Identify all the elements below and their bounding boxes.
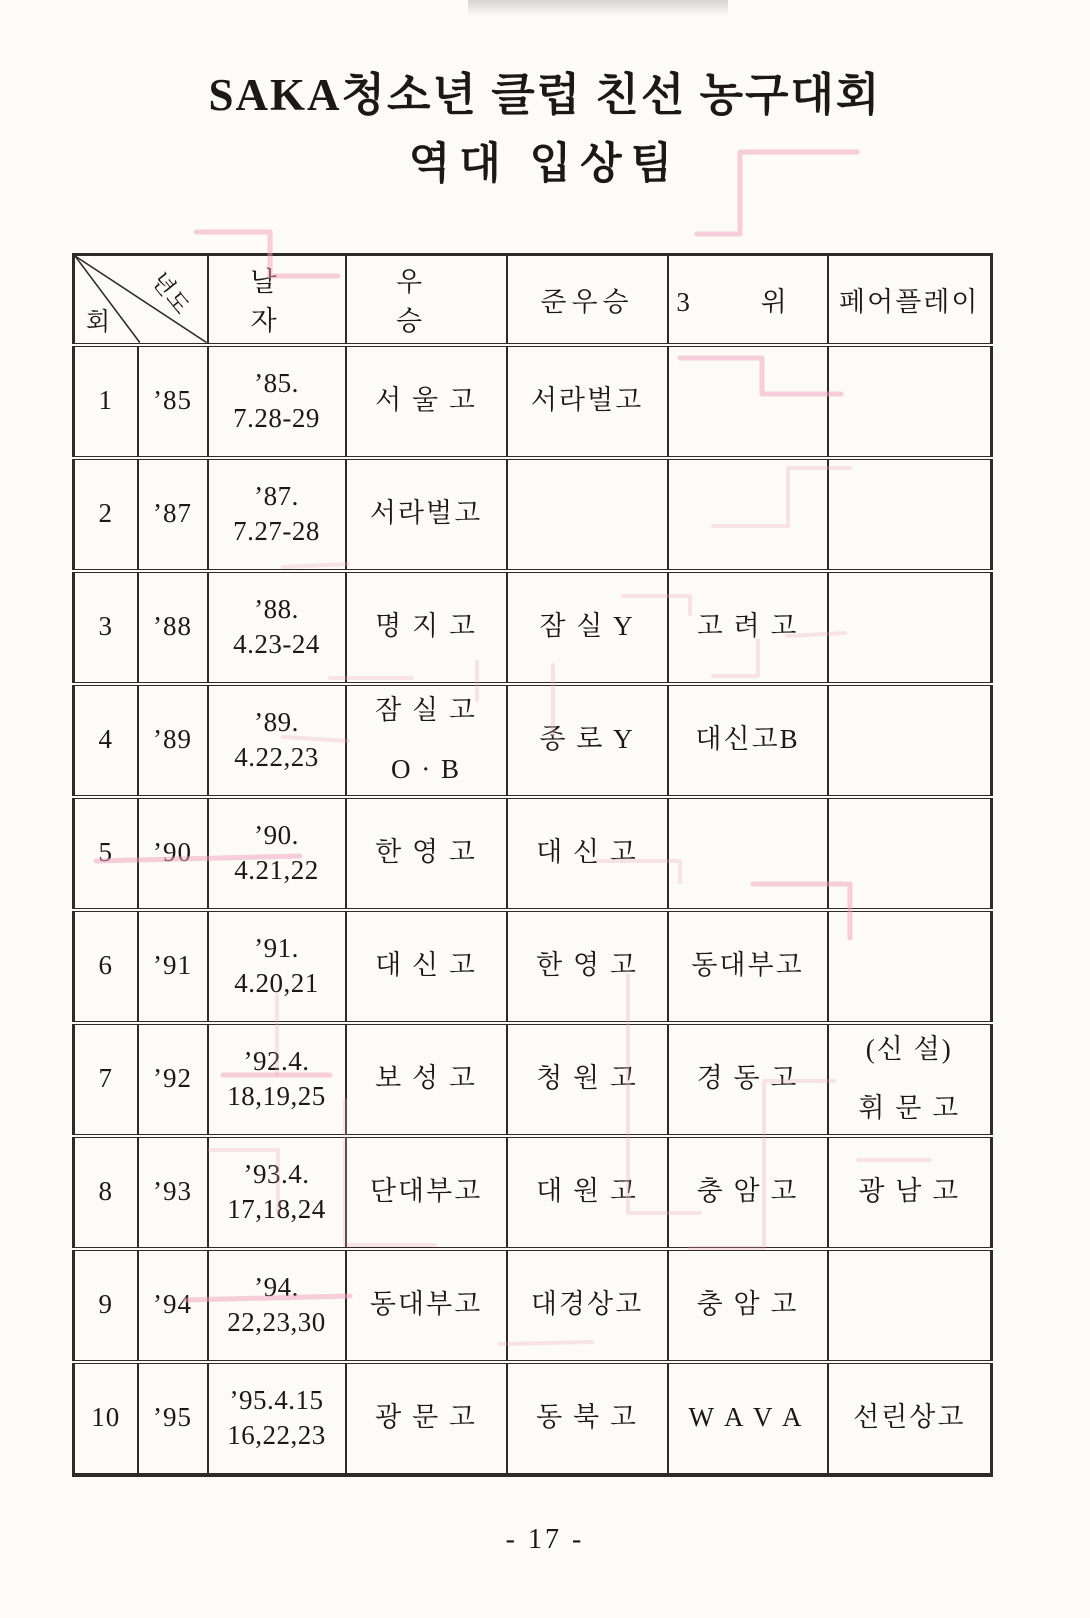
corner-row-label: 회 xyxy=(86,308,111,336)
cell-runner-up: 서라벌고 xyxy=(507,345,668,458)
cell-round-no: 7 xyxy=(74,1023,138,1136)
cell-round-no: 6 xyxy=(74,910,138,1023)
cell-date: ’90. 4.21,22 xyxy=(208,797,346,910)
cell-runner-up xyxy=(507,458,668,571)
table-row xyxy=(74,345,992,458)
cell-date: ’91. 4.20,21 xyxy=(208,910,346,1023)
cell-year: ’85 xyxy=(138,345,208,458)
cell-fair-play: (신 설) 휘 문 고 xyxy=(828,1023,992,1136)
cell-runner-up: 대 원 고 xyxy=(507,1136,668,1249)
cell-year: ’95 xyxy=(138,1362,208,1475)
cell-fair-play xyxy=(828,571,992,684)
cell-winner: 보 성 고 xyxy=(346,1023,507,1136)
cell-third-place: 대신고B xyxy=(668,684,828,797)
cell-winner: 명 지 고 xyxy=(346,571,507,684)
table-row xyxy=(74,1023,992,1136)
cell-year: ’87 xyxy=(138,458,208,571)
cell-winner: 한 영 고 xyxy=(346,797,507,910)
cell-date: ’89. 4.22,23 xyxy=(208,684,346,797)
page-title: SAKA청소년 클럽 친선 농구대회 xyxy=(208,70,882,120)
cell-fair-play xyxy=(828,458,992,571)
col-header-winner: 우 승 xyxy=(346,255,507,345)
table-row xyxy=(74,571,992,684)
cell-runner-up: 한 영 고 xyxy=(507,910,668,1023)
cell-runner-up: 잠 실 Y xyxy=(507,571,668,684)
cell-year: ’91 xyxy=(138,910,208,1023)
cell-third-place xyxy=(668,458,828,571)
cell-runner-up: 청 원 고 xyxy=(507,1023,668,1136)
cell-fair-play xyxy=(828,684,992,797)
table-row xyxy=(74,1136,992,1249)
cell-date: ’94. 22,23,30 xyxy=(208,1249,346,1362)
scan-smudge xyxy=(468,0,728,16)
cell-round-no: 10 xyxy=(74,1362,138,1475)
cell-fair-play xyxy=(828,797,992,910)
cell-winner: 대 신 고 xyxy=(346,910,507,1023)
cell-date: ’88. 4.23-24 xyxy=(208,571,346,684)
cell-fair-play: 선린상고 xyxy=(828,1362,992,1475)
col-header-third-place: 3 위 xyxy=(668,255,828,345)
cell-round-no: 9 xyxy=(74,1249,138,1362)
cell-year: ’89 xyxy=(138,684,208,797)
table-row xyxy=(74,1249,992,1362)
cell-winner: 단대부고 xyxy=(346,1136,507,1249)
page-number: - 17 - xyxy=(505,1524,585,1555)
cell-runner-up: 동 북 고 xyxy=(507,1362,668,1475)
col-header-fair-play: 페어플레이 xyxy=(828,255,992,345)
cell-runner-up: 대 신 고 xyxy=(507,797,668,910)
cell-third-place: WAVA xyxy=(668,1362,828,1475)
cell-third-place: 동대부고 xyxy=(668,910,828,1023)
cell-round-no: 5 xyxy=(74,797,138,910)
cell-year: ’93 xyxy=(138,1136,208,1249)
cell-runner-up: 대경상고 xyxy=(507,1249,668,1362)
cell-round-no: 2 xyxy=(74,458,138,571)
cell-year: ’94 xyxy=(138,1249,208,1362)
cell-year: ’88 xyxy=(138,571,208,684)
cell-round-no: 8 xyxy=(74,1136,138,1249)
cell-round-no: 4 xyxy=(74,684,138,797)
cell-fair-play: 광 남 고 xyxy=(828,1136,992,1249)
cell-fair-play xyxy=(828,1249,992,1362)
cell-year: ’90 xyxy=(138,797,208,910)
table-row xyxy=(74,458,992,571)
cell-winner: 동대부고 xyxy=(346,1249,507,1362)
col-header-runner-up: 준우승 xyxy=(507,255,668,345)
col-header-date: 날 자 xyxy=(208,255,346,345)
table-row xyxy=(74,1362,992,1475)
cell-date: ’93.4. 17,18,24 xyxy=(208,1136,346,1249)
cell-date: ’87. 7.27-28 xyxy=(208,458,346,571)
table-row xyxy=(74,797,992,910)
corner-header-cell xyxy=(74,255,208,345)
header-row xyxy=(74,255,992,345)
cell-fair-play xyxy=(828,345,992,458)
cell-third-place xyxy=(668,345,828,458)
cell-fair-play xyxy=(828,910,992,1023)
cell-winner: 잠 실 고 O · B xyxy=(346,684,507,797)
cell-winner: 광 문 고 xyxy=(346,1362,507,1475)
corner-col-label: 년도 xyxy=(146,267,195,320)
cell-round-no: 1 xyxy=(74,345,138,458)
cell-third-place: 충 암 고 xyxy=(668,1249,828,1362)
cell-date: ’85. 7.28-29 xyxy=(208,345,346,458)
page-subtitle: 역대 입상팀 xyxy=(408,141,682,188)
cell-winner: 서 울 고 xyxy=(346,345,507,458)
cell-year: ’92 xyxy=(138,1023,208,1136)
cell-date: ’95.4.15 16,22,23 xyxy=(208,1362,346,1475)
cell-third-place: 충 암 고 xyxy=(668,1136,828,1249)
cell-runner-up: 종 로 Y xyxy=(507,684,668,797)
award-history-table xyxy=(72,253,993,1477)
cell-winner: 서라벌고 xyxy=(346,458,507,571)
cell-third-place xyxy=(668,797,828,910)
table-row xyxy=(74,684,992,797)
cell-third-place: 경 동 고 xyxy=(668,1023,828,1136)
table-row xyxy=(74,910,992,1023)
cell-third-place: 고 려 고 xyxy=(668,571,828,684)
cell-round-no: 3 xyxy=(74,571,138,684)
cell-date: ’92.4. 18,19,25 xyxy=(208,1023,346,1136)
